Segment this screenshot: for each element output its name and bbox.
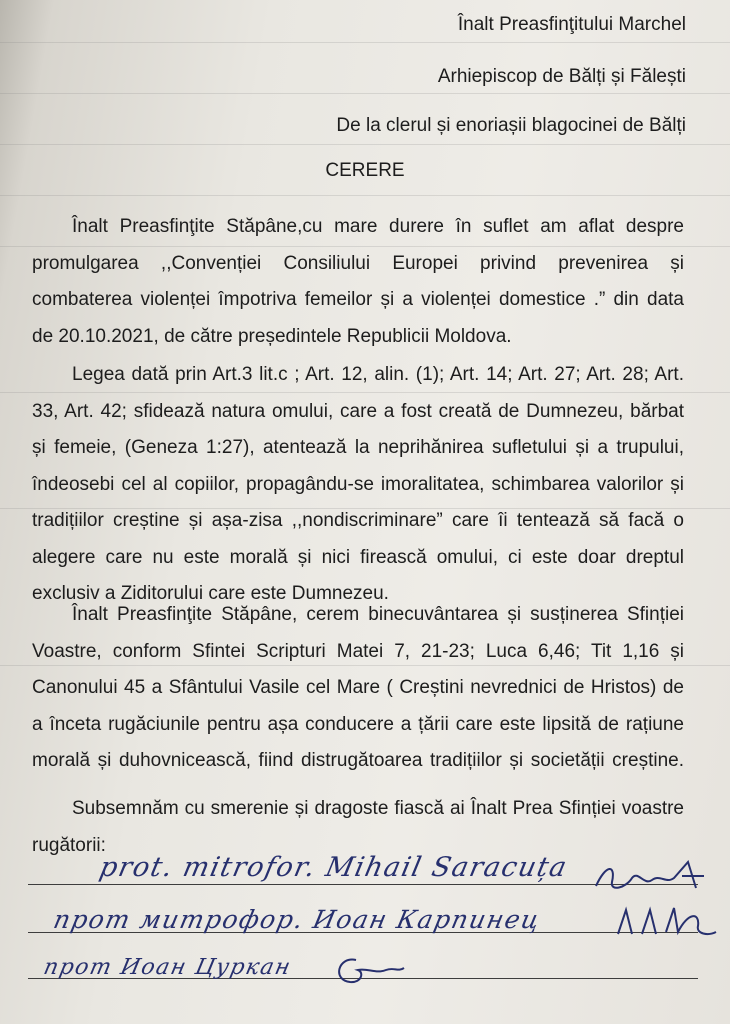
signature-1-text: prot. mitrofor. Mihail Saracuța — [96, 852, 571, 883]
text-line: și femeie, (Geneza 1:27), atentează la neprihănirea sufletului și a trupului, — [32, 437, 684, 458]
text-line: alegere care nu este morală și nici firească omului, ci este doar dreptul — [32, 546, 684, 568]
signature-2-text: прот митрофор. Иоан Карпинец — [50, 905, 544, 934]
signature-1-mark — [592, 858, 712, 898]
text-line: promulgarea ,,Convenției Consiliului Europei privind prevenirea și — [32, 252, 684, 274]
ruled-line — [0, 93, 730, 94]
signature-3-mark — [328, 952, 408, 988]
addressee-name: Înalt Preasfinţitului Marchel — [457, 14, 686, 35]
paragraph-2 — [32, 357, 684, 613]
text-line: Subsemnăm cu smerenie și dragoste fiască ai Înalt Prea Sfinției voastre — [72, 798, 684, 819]
sender-line: De la clerul și enoriașii blagocinei de Bălți — [336, 115, 686, 136]
text-line: rugătorii: — [32, 834, 106, 856]
text-line: Înalt Preasfinţite Stăpâne,cu mare durere în suflet am aflat despre — [72, 216, 684, 237]
text-line: 33, Art. 42; sfidează natura omului, care a fost creată de Dumnezeu, bărbat — [32, 400, 684, 422]
text-line: combaterea violenței împotriva femeilor și a violenței domestice .” din data — [32, 289, 684, 310]
text-line: îndeosebi cel al copiilor, propagându-se imoralitatea, schimbarea valorilor și — [32, 473, 684, 495]
text-line: exclusiv a Ziditorului care este Dumnezeu. — [32, 583, 389, 604]
text-line: Legea dată prin Art.3 lit.c ; Art. 12, alin. (1); Art. 14; Art. 27; Art. 28; Art. — [72, 364, 684, 385]
paragraph-3 — [32, 597, 684, 780]
text-line: a înceta rugăciunile pentru așa conducere a țării care este lipsită de rațiune — [32, 713, 684, 735]
text-line: morală și duhovnicească, fiind distrugătoarea tradițiilor și societății creștine. — [32, 750, 684, 771]
addressee-title: Arhiepiscop de Bălți și Fălești — [437, 66, 686, 87]
signature-2-mark — [612, 902, 720, 942]
ruled-line — [0, 42, 730, 43]
document-title: CERERE — [325, 160, 405, 181]
text-line: Voastre, conform Sfintei Scripturi Matei 7, 21-23; Luca 6,46; Tit 1,16 și — [32, 640, 684, 662]
ruled-line — [0, 144, 730, 145]
text-line: de 20.10.2021, de către președintele Republicii Moldova. — [32, 325, 512, 347]
paragraph-1 — [32, 209, 684, 355]
text-line: Înalt Preasfinţite Stăpâne, cerem binecuvântarea și susținerea Sfinției — [72, 604, 684, 625]
ruled-line — [0, 195, 730, 196]
text-line: tradițiilor creștine și așa-zisa ,,nondiscriminare” care îi tentează să facă o — [32, 510, 684, 531]
text-line: Canonului 45 a Sfântului Vasile cel Mare ( Creștini nevrednici de Hristos) de — [32, 677, 684, 698]
signature-3-text: прот Иоан Цуркан — [41, 955, 294, 980]
